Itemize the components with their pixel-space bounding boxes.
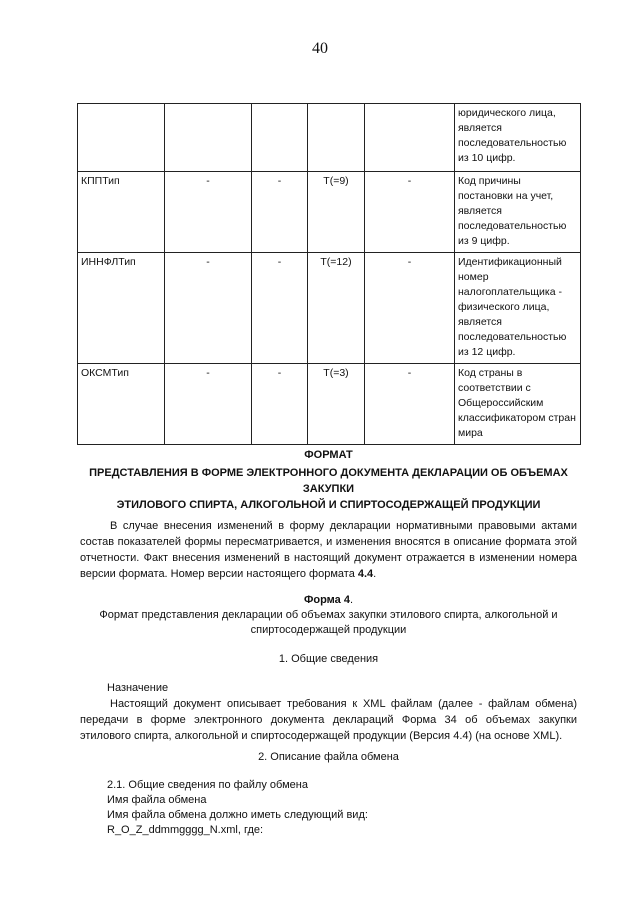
section-title: 1. Общие сведения	[278, 653, 379, 665]
text-line: R_O_Z_ddmmgggg_N.xml, где:	[107, 824, 264, 836]
heading-line: ПРЕДСТАВЛЕНИЯ В ФОРМЕ ЭЛЕКТРОННОГО ДОКУМЕНТА ДЕКЛАРАЦИИ ОБ ОБЪЕМАХ ЗАКУПКИ	[89, 467, 568, 495]
table-row	[78, 364, 581, 445]
table-cell: -	[365, 172, 455, 253]
table-cell: -	[165, 253, 252, 364]
page-number: 40	[312, 40, 328, 57]
heading-line: ФОРМАТ	[304, 449, 353, 461]
type-description: юридического лица, является последовательностью из 10 цифр.	[455, 104, 581, 172]
heading-line: ЭТИЛОВОГО СПИРТА, АЛКОГОЛЬНОЙ И СПИРТОСОДЕРЖАЩЕЙ ПРОДУКЦИИ	[116, 499, 541, 511]
text-line: 2.1. Общие сведения по файлу обмена	[107, 779, 308, 791]
purpose-paragraph: Настоящий документ описывает требования к XML файлам (далее - файлам обмена) передачи в форме электронного документа деклараций Форма 34 об объемах закупки этилового спирта, алкогольной и спиртосодержащей продукции (Версия 4.4) (на основе XML).	[80, 698, 577, 742]
type-format: T(=3)	[308, 364, 365, 445]
table-cell: -	[252, 253, 308, 364]
type-description: Код страны в соответствии с Общероссийским классификатором стран мира	[455, 364, 581, 445]
table-row	[78, 172, 581, 253]
types-table	[77, 103, 581, 445]
table-cell	[308, 104, 365, 172]
table-cell	[365, 104, 455, 172]
table-cell: -	[365, 253, 455, 364]
type-description: Идентификационный номер налогоплательщика - физического лица, является последовательностью из 12 цифр.	[455, 253, 581, 364]
type-name: ИННФЛТип	[78, 253, 165, 364]
format-heading	[77, 447, 580, 513]
intro-paragraph	[80, 518, 577, 582]
table-cell: -	[165, 172, 252, 253]
type-format: T(=9)	[308, 172, 365, 253]
table-cell: -	[252, 172, 308, 253]
section-label: Назначение	[107, 682, 169, 694]
section-title: 2. Описание файла обмена	[258, 751, 399, 763]
type-description: Код причины постановки на учет, является последовательностью из 9 цифр.	[455, 172, 581, 253]
intro-text: В случае внесения изменений в форму декларации нормативными правовыми актами состав показателей формы пересматривается, и изменения вносятся в описание формата этой отчетности. Факт внесения изменений в настоящий документ отражается в изменении номера версии формата. Номер версии настоящего формата	[80, 520, 577, 580]
table-cell: -	[165, 364, 252, 445]
version-number: 4.4	[357, 568, 374, 580]
text-line: Имя файла обмена должно иметь следующий вид:	[107, 809, 368, 821]
form-subtitle: Формат представления декларации об объемах закупки этилового спирта, алкогольной и	[99, 609, 558, 621]
table-cell: -	[365, 364, 455, 445]
form-title-end: .	[349, 594, 354, 606]
form-subtitle: спиртосодержащей продукции	[250, 624, 407, 636]
table-cell	[165, 104, 252, 172]
table-cell	[78, 104, 165, 172]
table-row	[78, 104, 581, 172]
table-cell: -	[252, 364, 308, 445]
type-name: КППТип	[78, 172, 165, 253]
form-title	[77, 592, 580, 608]
table-cell	[252, 104, 308, 172]
intro-end: .	[373, 568, 377, 580]
table-row	[78, 253, 581, 364]
text-line: Имя файла обмена	[107, 794, 207, 806]
form-title-text: Форма 4	[303, 594, 350, 606]
type-format: T(=12)	[308, 253, 365, 364]
type-name: ОКСМТип	[78, 364, 165, 445]
